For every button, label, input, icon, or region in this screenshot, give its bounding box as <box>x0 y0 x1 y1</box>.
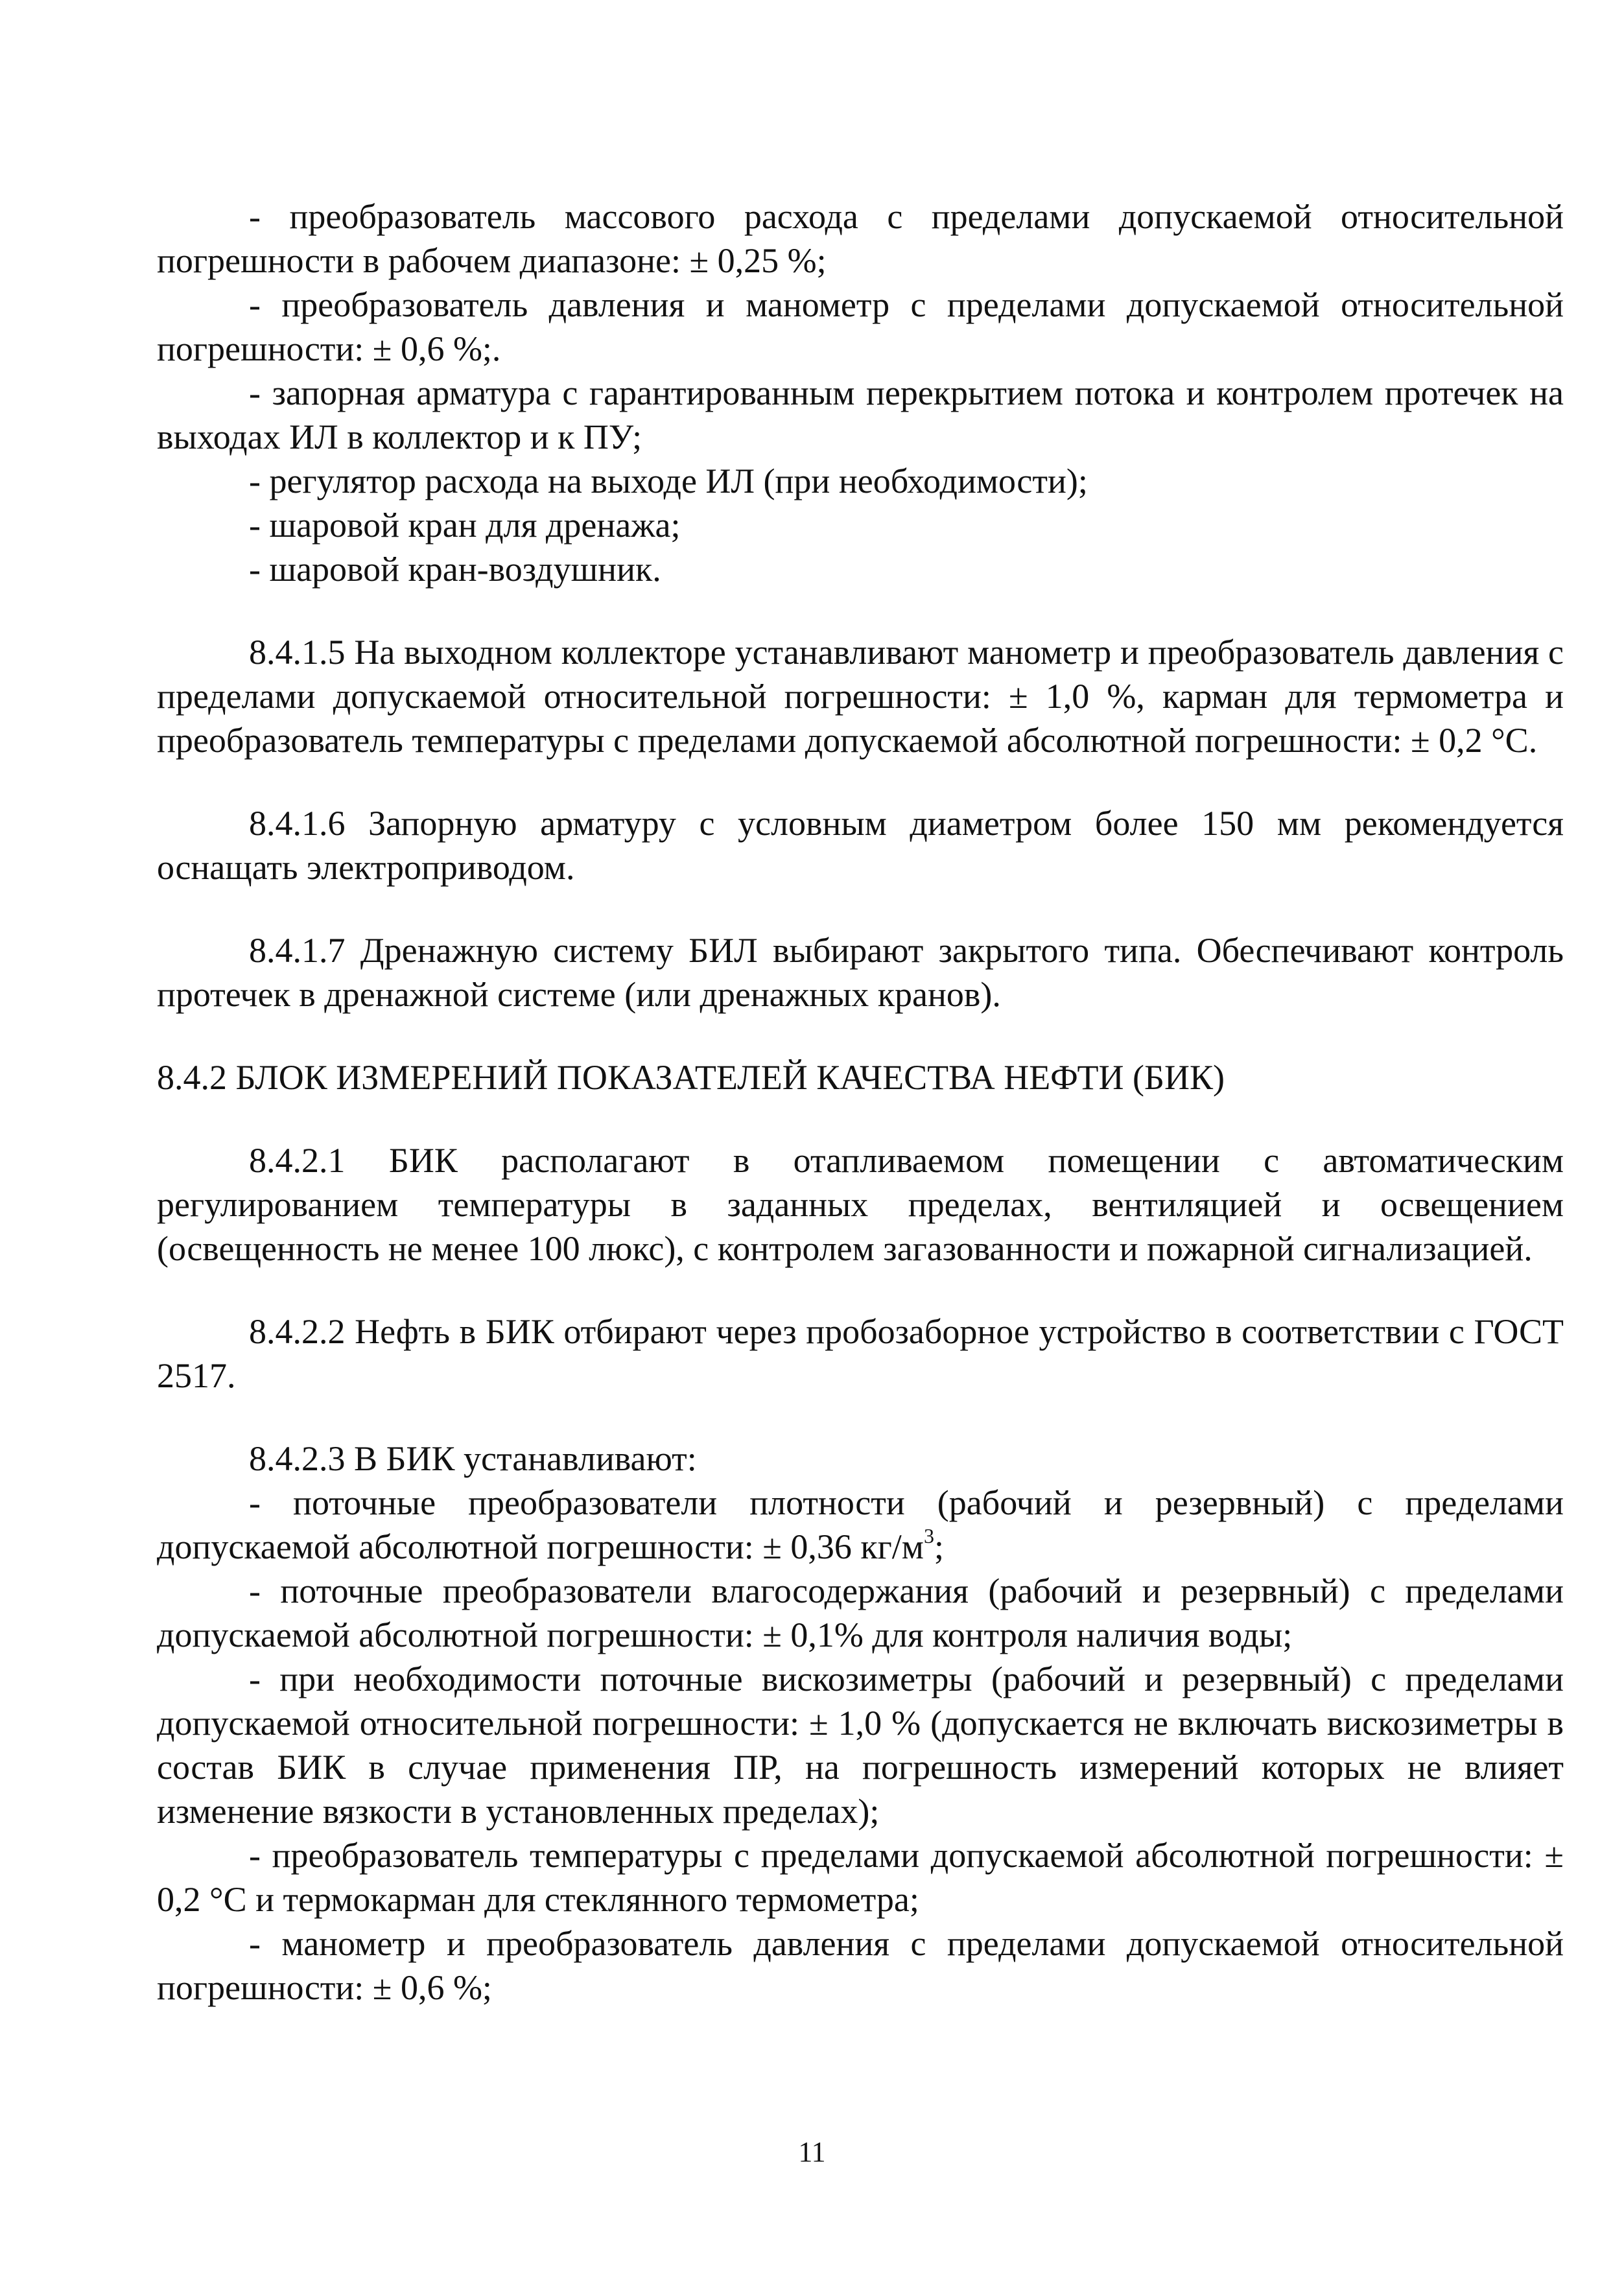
section-heading-8-4-2: 8.4.2 БЛОК ИЗМЕРЕНИЙ ПОКАЗАТЕЛЕЙ КАЧЕСТВА НЕФТИ (БИК) <box>157 1058 1225 1097</box>
list-item: - преобразователь давления и манометр с пределами допускаемой относительной погрешности: ± 0,6 %;. <box>157 285 1564 368</box>
density-text: - поточные преобразователи плотности (рабочий и резервный) с пределами допускаемой абсолютной погрешности: ± 0,36 кг/м <box>157 1483 1564 1566</box>
paragraph-8-4-2-2: 8.4.2.2 Нефть в БИК отбирают через пробозаборное устройство в соответствии с ГОСТ 2517. <box>157 1312 1564 1395</box>
paragraph-spacer <box>157 1016 1564 1055</box>
list-item: - преобразователь температуры с пределами допускаемой абсолютной погрешности: ± 0,2 °С и термокарман для стеклянного термометра; <box>157 1836 1564 1919</box>
page-number: 11 <box>798 2136 826 2168</box>
list-item: - регулятор расхода на выходе ИЛ (при необходимости); <box>249 462 1088 500</box>
list-item: - шаровой кран для дренажа; <box>249 506 681 545</box>
paragraph-spacer <box>157 1271 1564 1309</box>
density-end: ; <box>934 1527 944 1566</box>
paragraph-8-4-1-5: 8.4.1.5 На выходном коллекторе устанавливают манометр и преобразователь давления с пределами допускаемой относительной погрешности: ± 1,0 %, карман для термометра и преобразователь температуры с пределами допускаемой абсолютной погрешности: ± 0,2 °С. <box>157 633 1564 760</box>
list-item-density <box>157 1481 1564 1569</box>
list-item: - преобразователь массового расхода с пределами допускаемой относительной погрешности в рабочем диапазоне: ± 0,25 %; <box>157 197 1564 280</box>
paragraph-spacer <box>157 1099 1564 1138</box>
list-item: - при необходимости поточные вискозиметры (рабочий и резервный) с пределами допускаемой относительной погрешности: ± 1,0 % (допускается не включать вискозиметры в состав БИК в случае применения ПР, на погрешность измерений которых не влияет изменение вязкости в установленных пределах); <box>157 1660 1564 1831</box>
page-content <box>157 194 1564 2010</box>
paragraph-spacer <box>157 1398 1564 1437</box>
paragraph-spacer <box>157 889 1564 928</box>
list-item: - запорная арматура с гарантированным перекрытием потока и контролем протечек на выходах ИЛ в коллектор и к ПУ; <box>157 373 1564 456</box>
list-item: - манометр и преобразователь давления с пределами допускаемой относительной погрешности: ± 0,6 %; <box>157 1924 1564 2007</box>
paragraph-8-4-2-1: 8.4.2.1 БИК располагают в отапливаемом помещении с автоматическим регулированием температуры в заданных пределах, вентиляцией и освещением (освещенность не менее 100 люкс), с контролем загазованности и пожарной сигнализацией. <box>157 1141 1564 1268</box>
paragraph-spacer <box>157 591 1564 630</box>
paragraph-8-4-1-6: 8.4.1.6 Запорную арматуру с условным диаметром более 150 мм рекомендуется оснащать электроприводом. <box>157 804 1564 887</box>
list-item: - шаровой кран-воздушник. <box>249 550 661 589</box>
paragraph-spacer <box>157 762 1564 801</box>
density-superscript: 3 <box>923 1524 934 1547</box>
list-item: - поточные преобразователи влагосодержания (рабочий и резервный) с пределами допускаемой абсолютной погрешности: ± 0,1% для контроля наличия воды; <box>157 1571 1564 1654</box>
paragraph-8-4-2-3: 8.4.2.3 В БИК устанавливают: <box>249 1439 697 1478</box>
paragraph-8-4-1-7: 8.4.1.7 Дренажную систему БИЛ выбирают закрытого типа. Обеспечивают контроль протечек в дренажной системе (или дренажных кранов). <box>157 931 1564 1014</box>
